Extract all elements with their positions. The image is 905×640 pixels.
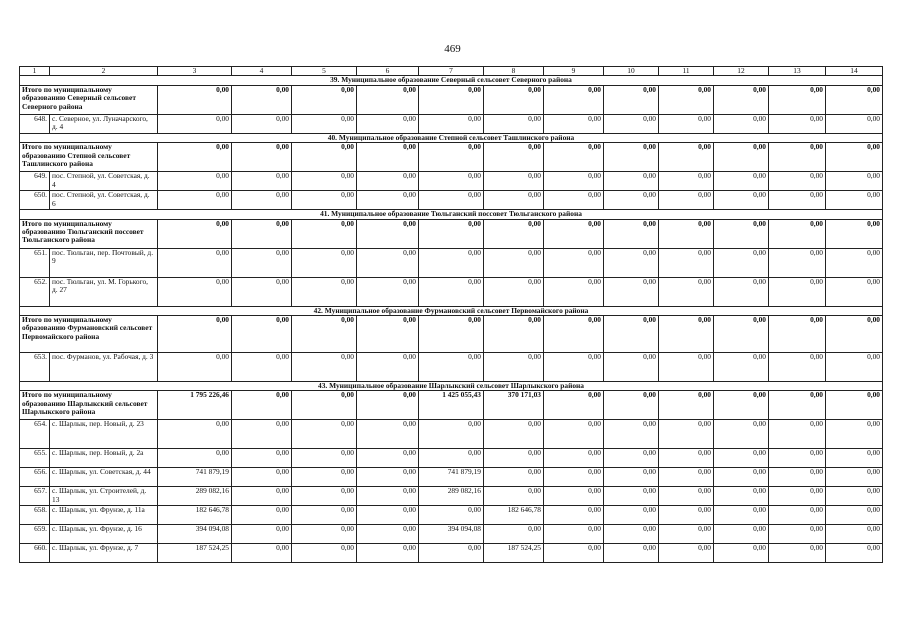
section-title: 39. Муниципальное образование Северный сельсовет Северного района bbox=[20, 76, 883, 85]
row-address: с. Шарлык, ул. Советская, д. 44 bbox=[50, 468, 158, 487]
value-cell: 289 082,16 bbox=[419, 487, 484, 506]
value-cell: 0,00 bbox=[419, 114, 484, 133]
row-address: с. Северное, ул. Луначарского, д. 4 bbox=[50, 114, 158, 133]
value-cell: 0,00 bbox=[357, 468, 419, 487]
value-cell: 0,00 bbox=[659, 277, 714, 306]
value-cell: 0,00 bbox=[484, 172, 544, 191]
value-cell: 370 171,03 bbox=[484, 391, 544, 420]
value-cell: 0,00 bbox=[419, 172, 484, 191]
value-cell: 0,00 bbox=[419, 85, 484, 114]
row-address: пос. Степной, ул. Советская, д. 4 bbox=[50, 172, 158, 191]
value-cell: 0,00 bbox=[232, 316, 292, 353]
value-cell: 0,00 bbox=[292, 420, 357, 449]
value-cell: 0,00 bbox=[232, 85, 292, 114]
value-cell: 0,00 bbox=[357, 487, 419, 506]
column-header: 3 bbox=[158, 67, 232, 76]
value-cell: 0,00 bbox=[769, 248, 826, 277]
value-cell: 0,00 bbox=[714, 544, 769, 563]
value-cell: 0,00 bbox=[604, 172, 659, 191]
row-index: 650. bbox=[20, 191, 50, 210]
section-header-row bbox=[20, 76, 883, 85]
total-label: Итого по муниципальному образованию Степной сельсовет Ташлинского района bbox=[20, 143, 158, 172]
value-cell: 0,00 bbox=[769, 172, 826, 191]
value-cell: 0,00 bbox=[826, 248, 883, 277]
value-cell: 0,00 bbox=[292, 143, 357, 172]
row-index: 652. bbox=[20, 277, 50, 306]
value-cell: 0,00 bbox=[232, 172, 292, 191]
value-cell: 0,00 bbox=[484, 468, 544, 487]
value-cell: 0,00 bbox=[604, 506, 659, 525]
value-cell: 0,00 bbox=[232, 487, 292, 506]
value-cell: 0,00 bbox=[232, 114, 292, 133]
column-header: 6 bbox=[357, 67, 419, 76]
column-header: 10 bbox=[604, 67, 659, 76]
value-cell: 0,00 bbox=[659, 114, 714, 133]
value-cell: 0,00 bbox=[419, 449, 484, 468]
row-index: 648. bbox=[20, 114, 50, 133]
column-header: 5 bbox=[292, 67, 357, 76]
row-index: 659. bbox=[20, 525, 50, 544]
page-number: 469 bbox=[444, 43, 461, 55]
value-cell: 0,00 bbox=[292, 468, 357, 487]
value-cell: 0,00 bbox=[357, 449, 419, 468]
value-cell: 187 524,25 bbox=[158, 544, 232, 563]
value-cell: 0,00 bbox=[826, 487, 883, 506]
value-cell: 0,00 bbox=[544, 506, 604, 525]
value-cell: 0,00 bbox=[158, 277, 232, 306]
value-cell: 0,00 bbox=[659, 316, 714, 353]
value-cell: 0,00 bbox=[714, 248, 769, 277]
value-cell: 0,00 bbox=[714, 525, 769, 544]
value-cell: 0,00 bbox=[357, 316, 419, 353]
value-cell: 741 879,19 bbox=[158, 468, 232, 487]
value-cell: 0,00 bbox=[769, 316, 826, 353]
table-row bbox=[20, 544, 883, 563]
table-row bbox=[20, 506, 883, 525]
row-address: пос. Степной, ул. Советская, д. 6 bbox=[50, 191, 158, 210]
value-cell: 0,00 bbox=[714, 114, 769, 133]
value-cell: 0,00 bbox=[232, 353, 292, 382]
table-row bbox=[20, 353, 883, 382]
value-cell: 0,00 bbox=[659, 143, 714, 172]
value-cell: 0,00 bbox=[232, 391, 292, 420]
value-cell: 0,00 bbox=[604, 544, 659, 563]
value-cell: 394 094,08 bbox=[419, 525, 484, 544]
value-cell: 0,00 bbox=[769, 114, 826, 133]
section-title: 41. Муниципальное образование Тюльганский поссовет Тюльганского района bbox=[20, 210, 883, 219]
value-cell: 0,00 bbox=[659, 85, 714, 114]
value-cell: 0,00 bbox=[714, 468, 769, 487]
value-cell: 0,00 bbox=[769, 353, 826, 382]
value-cell: 0,00 bbox=[544, 191, 604, 210]
value-cell: 0,00 bbox=[419, 277, 484, 306]
value-cell: 0,00 bbox=[659, 353, 714, 382]
value-cell: 0,00 bbox=[604, 114, 659, 133]
total-row bbox=[20, 391, 883, 420]
value-cell: 0,00 bbox=[714, 219, 769, 248]
row-address: пос. Тюльган, ул. М. Горького, д. 27 bbox=[50, 277, 158, 306]
value-cell: 0,00 bbox=[484, 449, 544, 468]
row-index: 654. bbox=[20, 420, 50, 449]
value-cell: 0,00 bbox=[826, 316, 883, 353]
value-cell: 0,00 bbox=[544, 391, 604, 420]
value-cell: 0,00 bbox=[232, 506, 292, 525]
value-cell: 0,00 bbox=[484, 219, 544, 248]
value-cell: 0,00 bbox=[544, 277, 604, 306]
value-cell: 0,00 bbox=[544, 525, 604, 544]
value-cell: 0,00 bbox=[769, 143, 826, 172]
value-cell: 0,00 bbox=[484, 316, 544, 353]
value-cell: 0,00 bbox=[544, 420, 604, 449]
value-cell: 182 646,78 bbox=[484, 506, 544, 525]
value-cell: 0,00 bbox=[357, 85, 419, 114]
value-cell: 0,00 bbox=[604, 420, 659, 449]
section-title: 43. Муниципальное образование Шарлыкский сельсовет Шарлыкского района bbox=[20, 382, 883, 391]
value-cell: 0,00 bbox=[826, 468, 883, 487]
row-index: 657. bbox=[20, 487, 50, 506]
value-cell: 0,00 bbox=[419, 248, 484, 277]
value-cell: 0,00 bbox=[826, 85, 883, 114]
value-cell: 0,00 bbox=[292, 353, 357, 382]
value-cell: 0,00 bbox=[419, 143, 484, 172]
value-cell: 0,00 bbox=[659, 391, 714, 420]
value-cell: 0,00 bbox=[544, 114, 604, 133]
value-cell: 0,00 bbox=[826, 420, 883, 449]
value-cell: 0,00 bbox=[604, 391, 659, 420]
value-cell: 0,00 bbox=[292, 316, 357, 353]
value-cell: 0,00 bbox=[769, 544, 826, 563]
total-row bbox=[20, 85, 883, 114]
value-cell: 0,00 bbox=[826, 277, 883, 306]
value-cell: 0,00 bbox=[714, 143, 769, 172]
value-cell: 0,00 bbox=[357, 191, 419, 210]
value-cell: 0,00 bbox=[357, 525, 419, 544]
value-cell: 0,00 bbox=[826, 506, 883, 525]
value-cell: 0,00 bbox=[232, 525, 292, 544]
table-row bbox=[20, 449, 883, 468]
value-cell: 0,00 bbox=[292, 85, 357, 114]
value-cell: 0,00 bbox=[714, 316, 769, 353]
value-cell: 0,00 bbox=[826, 143, 883, 172]
value-cell: 0,00 bbox=[604, 219, 659, 248]
value-cell: 0,00 bbox=[604, 525, 659, 544]
table-row bbox=[20, 420, 883, 449]
value-cell: 0,00 bbox=[769, 420, 826, 449]
value-cell: 0,00 bbox=[826, 449, 883, 468]
value-cell: 0,00 bbox=[544, 487, 604, 506]
row-index: 656. bbox=[20, 468, 50, 487]
table-row bbox=[20, 172, 883, 191]
value-cell: 0,00 bbox=[357, 219, 419, 248]
row-index: 651. bbox=[20, 248, 50, 277]
value-cell: 0,00 bbox=[484, 420, 544, 449]
value-cell: 0,00 bbox=[419, 191, 484, 210]
value-cell: 0,00 bbox=[232, 277, 292, 306]
row-index: 658. bbox=[20, 506, 50, 525]
value-cell: 0,00 bbox=[714, 191, 769, 210]
value-cell: 0,00 bbox=[659, 172, 714, 191]
table-row bbox=[20, 525, 883, 544]
value-cell: 0,00 bbox=[659, 544, 714, 563]
value-cell: 0,00 bbox=[419, 544, 484, 563]
value-cell: 0,00 bbox=[826, 219, 883, 248]
value-cell: 0,00 bbox=[544, 449, 604, 468]
column-header: 1 bbox=[20, 67, 50, 76]
value-cell: 0,00 bbox=[419, 506, 484, 525]
total-row bbox=[20, 316, 883, 353]
total-label: Итого по муниципальному образованию Фурмановский сельсовет Первомайского района bbox=[20, 316, 158, 353]
value-cell: 0,00 bbox=[292, 248, 357, 277]
value-cell: 0,00 bbox=[659, 506, 714, 525]
value-cell: 0,00 bbox=[714, 391, 769, 420]
value-cell: 0,00 bbox=[158, 85, 232, 114]
value-cell: 0,00 bbox=[292, 391, 357, 420]
value-cell: 0,00 bbox=[232, 420, 292, 449]
value-cell: 0,00 bbox=[292, 114, 357, 133]
value-cell: 1 425 055,43 bbox=[419, 391, 484, 420]
value-cell: 0,00 bbox=[659, 191, 714, 210]
section-title: 40. Муниципальное образование Степной сельсовет Ташлинского района bbox=[20, 133, 883, 142]
value-cell: 0,00 bbox=[604, 143, 659, 172]
value-cell: 0,00 bbox=[826, 172, 883, 191]
value-cell: 182 646,78 bbox=[158, 506, 232, 525]
value-cell: 289 082,16 bbox=[158, 487, 232, 506]
value-cell: 0,00 bbox=[232, 449, 292, 468]
value-cell: 0,00 bbox=[158, 114, 232, 133]
value-cell: 0,00 bbox=[484, 277, 544, 306]
value-cell: 0,00 bbox=[769, 219, 826, 248]
value-cell: 0,00 bbox=[544, 143, 604, 172]
section-title: 42. Муниципальное образование Фурмановский сельсовет Первомайского района bbox=[20, 306, 883, 315]
row-index: 660. bbox=[20, 544, 50, 563]
value-cell: 0,00 bbox=[544, 468, 604, 487]
section-header-row bbox=[20, 382, 883, 391]
row-address: с. Шарлык, пер. Новый, д. 23 bbox=[50, 420, 158, 449]
table-row bbox=[20, 468, 883, 487]
column-header: 2 bbox=[50, 67, 158, 76]
value-cell: 0,00 bbox=[292, 525, 357, 544]
value-cell: 0,00 bbox=[604, 449, 659, 468]
value-cell: 0,00 bbox=[659, 525, 714, 544]
value-cell: 0,00 bbox=[659, 449, 714, 468]
value-cell: 0,00 bbox=[714, 487, 769, 506]
value-cell: 0,00 bbox=[544, 219, 604, 248]
column-header: 7 bbox=[419, 67, 484, 76]
value-cell: 0,00 bbox=[292, 449, 357, 468]
value-cell: 0,00 bbox=[292, 506, 357, 525]
table-row bbox=[20, 487, 883, 506]
value-cell: 0,00 bbox=[826, 353, 883, 382]
row-address: пос. Тюльган, пер. Почтовый, д. 9 bbox=[50, 248, 158, 277]
budget-table bbox=[19, 66, 883, 563]
value-cell: 0,00 bbox=[292, 487, 357, 506]
section-header-row bbox=[20, 306, 883, 315]
value-cell: 0,00 bbox=[357, 420, 419, 449]
value-cell: 0,00 bbox=[484, 143, 544, 172]
total-label: Итого по муниципальному образованию Тюльганский поссовет Тюльганского района bbox=[20, 219, 158, 248]
value-cell: 0,00 bbox=[484, 248, 544, 277]
total-row bbox=[20, 219, 883, 248]
table-row bbox=[20, 114, 883, 133]
value-cell: 0,00 bbox=[659, 420, 714, 449]
value-cell: 0,00 bbox=[232, 219, 292, 248]
value-cell: 0,00 bbox=[604, 353, 659, 382]
value-cell: 0,00 bbox=[769, 277, 826, 306]
value-cell: 0,00 bbox=[158, 172, 232, 191]
column-header: 12 bbox=[714, 67, 769, 76]
value-cell: 0,00 bbox=[604, 191, 659, 210]
value-cell: 0,00 bbox=[769, 487, 826, 506]
value-cell: 0,00 bbox=[292, 172, 357, 191]
value-cell: 741 879,19 bbox=[419, 468, 484, 487]
row-index: 655. bbox=[20, 449, 50, 468]
value-cell: 0,00 bbox=[292, 219, 357, 248]
value-cell: 0,00 bbox=[659, 219, 714, 248]
value-cell: 0,00 bbox=[292, 544, 357, 563]
value-cell: 0,00 bbox=[484, 191, 544, 210]
row-address: с. Шарлык, ул. Фрунзе, д. 11а bbox=[50, 506, 158, 525]
value-cell: 0,00 bbox=[604, 487, 659, 506]
value-cell: 0,00 bbox=[357, 391, 419, 420]
value-cell: 0,00 bbox=[419, 219, 484, 248]
row-address: с. Шарлык, пер. Новый, д. 2а bbox=[50, 449, 158, 468]
value-cell: 0,00 bbox=[544, 544, 604, 563]
value-cell: 0,00 bbox=[544, 85, 604, 114]
value-cell: 0,00 bbox=[826, 391, 883, 420]
value-cell: 0,00 bbox=[769, 85, 826, 114]
value-cell: 0,00 bbox=[604, 85, 659, 114]
value-cell: 0,00 bbox=[158, 219, 232, 248]
column-header: 4 bbox=[232, 67, 292, 76]
value-cell: 0,00 bbox=[158, 420, 232, 449]
value-cell: 0,00 bbox=[604, 248, 659, 277]
value-cell: 0,00 bbox=[484, 114, 544, 133]
column-header: 8 bbox=[484, 67, 544, 76]
value-cell: 0,00 bbox=[158, 449, 232, 468]
row-address: с. Шарлык, ул. Фрунзе, д. 16 bbox=[50, 525, 158, 544]
value-cell: 0,00 bbox=[714, 353, 769, 382]
section-header-row bbox=[20, 133, 883, 142]
value-cell: 0,00 bbox=[484, 85, 544, 114]
column-header: 9 bbox=[544, 67, 604, 76]
value-cell: 0,00 bbox=[232, 468, 292, 487]
value-cell: 0,00 bbox=[357, 248, 419, 277]
column-header: 13 bbox=[769, 67, 826, 76]
value-cell: 0,00 bbox=[357, 506, 419, 525]
value-cell: 0,00 bbox=[714, 277, 769, 306]
row-address: с. Шарлык, ул. Строителей, д. 13 bbox=[50, 487, 158, 506]
value-cell: 0,00 bbox=[419, 420, 484, 449]
row-address: с. Шарлык, ул. Фрунзе, д. 7 bbox=[50, 544, 158, 563]
value-cell: 0,00 bbox=[714, 420, 769, 449]
total-row bbox=[20, 143, 883, 172]
total-label: Итого по муниципальному образованию Северный сельсовет Северного района bbox=[20, 85, 158, 114]
table-row bbox=[20, 277, 883, 306]
value-cell: 0,00 bbox=[659, 248, 714, 277]
value-cell: 0,00 bbox=[769, 468, 826, 487]
value-cell: 0,00 bbox=[826, 114, 883, 133]
value-cell: 0,00 bbox=[714, 172, 769, 191]
value-cell: 0,00 bbox=[769, 391, 826, 420]
value-cell: 0,00 bbox=[659, 487, 714, 506]
value-cell: 0,00 bbox=[419, 353, 484, 382]
value-cell: 0,00 bbox=[484, 525, 544, 544]
value-cell: 394 094,08 bbox=[158, 525, 232, 544]
value-cell: 0,00 bbox=[714, 506, 769, 525]
value-cell: 0,00 bbox=[826, 191, 883, 210]
value-cell: 0,00 bbox=[604, 277, 659, 306]
value-cell: 0,00 bbox=[659, 468, 714, 487]
value-cell: 0,00 bbox=[769, 525, 826, 544]
value-cell: 0,00 bbox=[357, 114, 419, 133]
value-cell: 0,00 bbox=[158, 143, 232, 172]
value-cell: 0,00 bbox=[158, 248, 232, 277]
table-row bbox=[20, 191, 883, 210]
value-cell: 0,00 bbox=[714, 449, 769, 468]
value-cell: 0,00 bbox=[769, 449, 826, 468]
value-cell: 0,00 bbox=[292, 191, 357, 210]
row-address: пос. Фурманов, ул. Рабочая, д. 3 bbox=[50, 353, 158, 382]
value-cell: 0,00 bbox=[357, 544, 419, 563]
value-cell: 0,00 bbox=[357, 143, 419, 172]
total-label: Итого по муниципальному образованию Шарлыкский сельсовет Шарлыкского района bbox=[20, 391, 158, 420]
column-header-row bbox=[20, 67, 883, 76]
value-cell: 1 795 226,46 bbox=[158, 391, 232, 420]
value-cell: 0,00 bbox=[544, 353, 604, 382]
value-cell: 0,00 bbox=[714, 85, 769, 114]
value-cell: 0,00 bbox=[357, 353, 419, 382]
value-cell: 0,00 bbox=[604, 316, 659, 353]
value-cell: 0,00 bbox=[292, 277, 357, 306]
value-cell: 0,00 bbox=[484, 487, 544, 506]
value-cell: 0,00 bbox=[158, 353, 232, 382]
value-cell: 0,00 bbox=[232, 143, 292, 172]
value-cell: 0,00 bbox=[544, 172, 604, 191]
value-cell: 0,00 bbox=[769, 506, 826, 525]
column-header: 14 bbox=[826, 67, 883, 76]
column-header: 11 bbox=[659, 67, 714, 76]
value-cell: 0,00 bbox=[544, 248, 604, 277]
value-cell: 0,00 bbox=[158, 191, 232, 210]
value-cell: 0,00 bbox=[484, 353, 544, 382]
value-cell: 0,00 bbox=[604, 468, 659, 487]
value-cell: 0,00 bbox=[826, 525, 883, 544]
value-cell: 0,00 bbox=[357, 277, 419, 306]
value-cell: 0,00 bbox=[357, 172, 419, 191]
row-index: 653. bbox=[20, 353, 50, 382]
value-cell: 0,00 bbox=[769, 191, 826, 210]
value-cell: 0,00 bbox=[826, 544, 883, 563]
table-row bbox=[20, 248, 883, 277]
value-cell: 0,00 bbox=[158, 316, 232, 353]
value-cell: 0,00 bbox=[232, 544, 292, 563]
section-header-row bbox=[20, 210, 883, 219]
value-cell: 0,00 bbox=[419, 316, 484, 353]
value-cell: 187 524,25 bbox=[484, 544, 544, 563]
value-cell: 0,00 bbox=[232, 191, 292, 210]
value-cell: 0,00 bbox=[232, 248, 292, 277]
value-cell: 0,00 bbox=[544, 316, 604, 353]
row-index: 649. bbox=[20, 172, 50, 191]
